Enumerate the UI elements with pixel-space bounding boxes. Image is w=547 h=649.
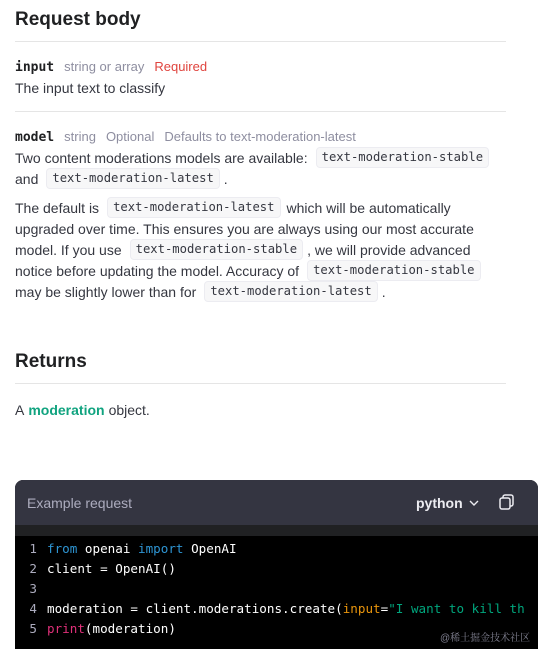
- param-input-header: [15, 59, 207, 75]
- language-label: python: [416, 495, 463, 511]
- param-type-model: string: [64, 129, 96, 144]
- language-selector[interactable]: [416, 495, 479, 511]
- code-token: (moderation): [84, 621, 176, 636]
- param-name-model: model: [15, 130, 55, 145]
- inline-code: text-moderation-stable: [307, 260, 480, 281]
- param-model-header: [15, 129, 356, 145]
- code-token: import: [138, 541, 184, 556]
- inline-code: text-moderation-latest: [204, 281, 377, 302]
- text: notice before updating the model. Accuracy of: [15, 262, 300, 279]
- code-token: from: [47, 541, 78, 556]
- text: , we will provide advanced: [307, 241, 471, 258]
- line-number: 2: [29, 561, 37, 576]
- returns-heading: Returns: [15, 351, 87, 372]
- code-token: moderation = client.moderations.create(: [47, 601, 343, 616]
- text: A: [15, 401, 25, 418]
- inline-code: text-moderation-stable: [130, 239, 303, 260]
- code-panel-title: Example request: [27, 495, 133, 511]
- code-line: [15, 559, 538, 579]
- code-token: print: [47, 621, 85, 636]
- text: upgraded over time. This ensures you are always using our most accurate: [15, 220, 474, 237]
- optional-label: Optional: [105, 129, 155, 144]
- inline-code: text-moderation-latest: [46, 168, 219, 189]
- model-desc-line: [15, 218, 474, 239]
- model-desc-line: [15, 168, 228, 189]
- line-number: 5: [29, 621, 37, 636]
- inline-code: text-moderation-stable: [316, 147, 489, 168]
- inline-code: text-moderation-latest: [107, 197, 280, 218]
- model-desc-line: [15, 197, 451, 218]
- divider: [15, 383, 506, 384]
- default-label: Defaults to text-moderation-latest: [164, 129, 356, 144]
- moderation-link[interactable]: moderation: [28, 401, 105, 418]
- param-description-input: [15, 77, 165, 98]
- text: may be slightly lower than for: [15, 283, 197, 300]
- line-number: 4: [29, 601, 37, 616]
- chevron-down-icon: [469, 500, 479, 507]
- line-number: 3: [29, 581, 37, 596]
- code-line: [15, 539, 538, 559]
- model-desc-line: [15, 239, 470, 260]
- text: .: [223, 170, 228, 187]
- code-line: [15, 599, 538, 619]
- code-token: client = OpenAI(): [47, 561, 176, 576]
- divider: [15, 41, 506, 42]
- description-text: The input text to classify: [15, 79, 166, 96]
- code-token: "I want to kill th: [388, 601, 525, 616]
- model-desc-line: [15, 147, 493, 168]
- code-line: [15, 579, 538, 599]
- text: and: [15, 170, 39, 187]
- code-token: =: [380, 601, 389, 616]
- copy-icon[interactable]: [497, 492, 517, 512]
- required-badge: Required: [154, 59, 208, 74]
- text: .: [381, 283, 386, 300]
- text: Two content moderations models are available:: [15, 149, 308, 166]
- code-token: openai: [77, 541, 139, 556]
- param-name-input: input: [15, 60, 55, 75]
- text: object.: [108, 401, 150, 418]
- watermark: @稀土掘金技术社区: [440, 633, 531, 644]
- param-type-input: string or array: [64, 59, 145, 74]
- line-number: 1: [29, 541, 37, 556]
- code-token: input: [342, 601, 381, 616]
- returns-description: [15, 399, 150, 420]
- text: The default is: [15, 199, 100, 216]
- model-desc-line: [15, 260, 485, 281]
- text: model. If you use: [15, 241, 122, 258]
- divider: [15, 111, 506, 112]
- request-body-heading: Request body: [15, 9, 141, 30]
- code-token: OpenAI: [183, 541, 237, 556]
- text: which will be automatically: [286, 199, 451, 216]
- model-desc-line: [15, 281, 386, 302]
- example-request-panel: [15, 480, 538, 649]
